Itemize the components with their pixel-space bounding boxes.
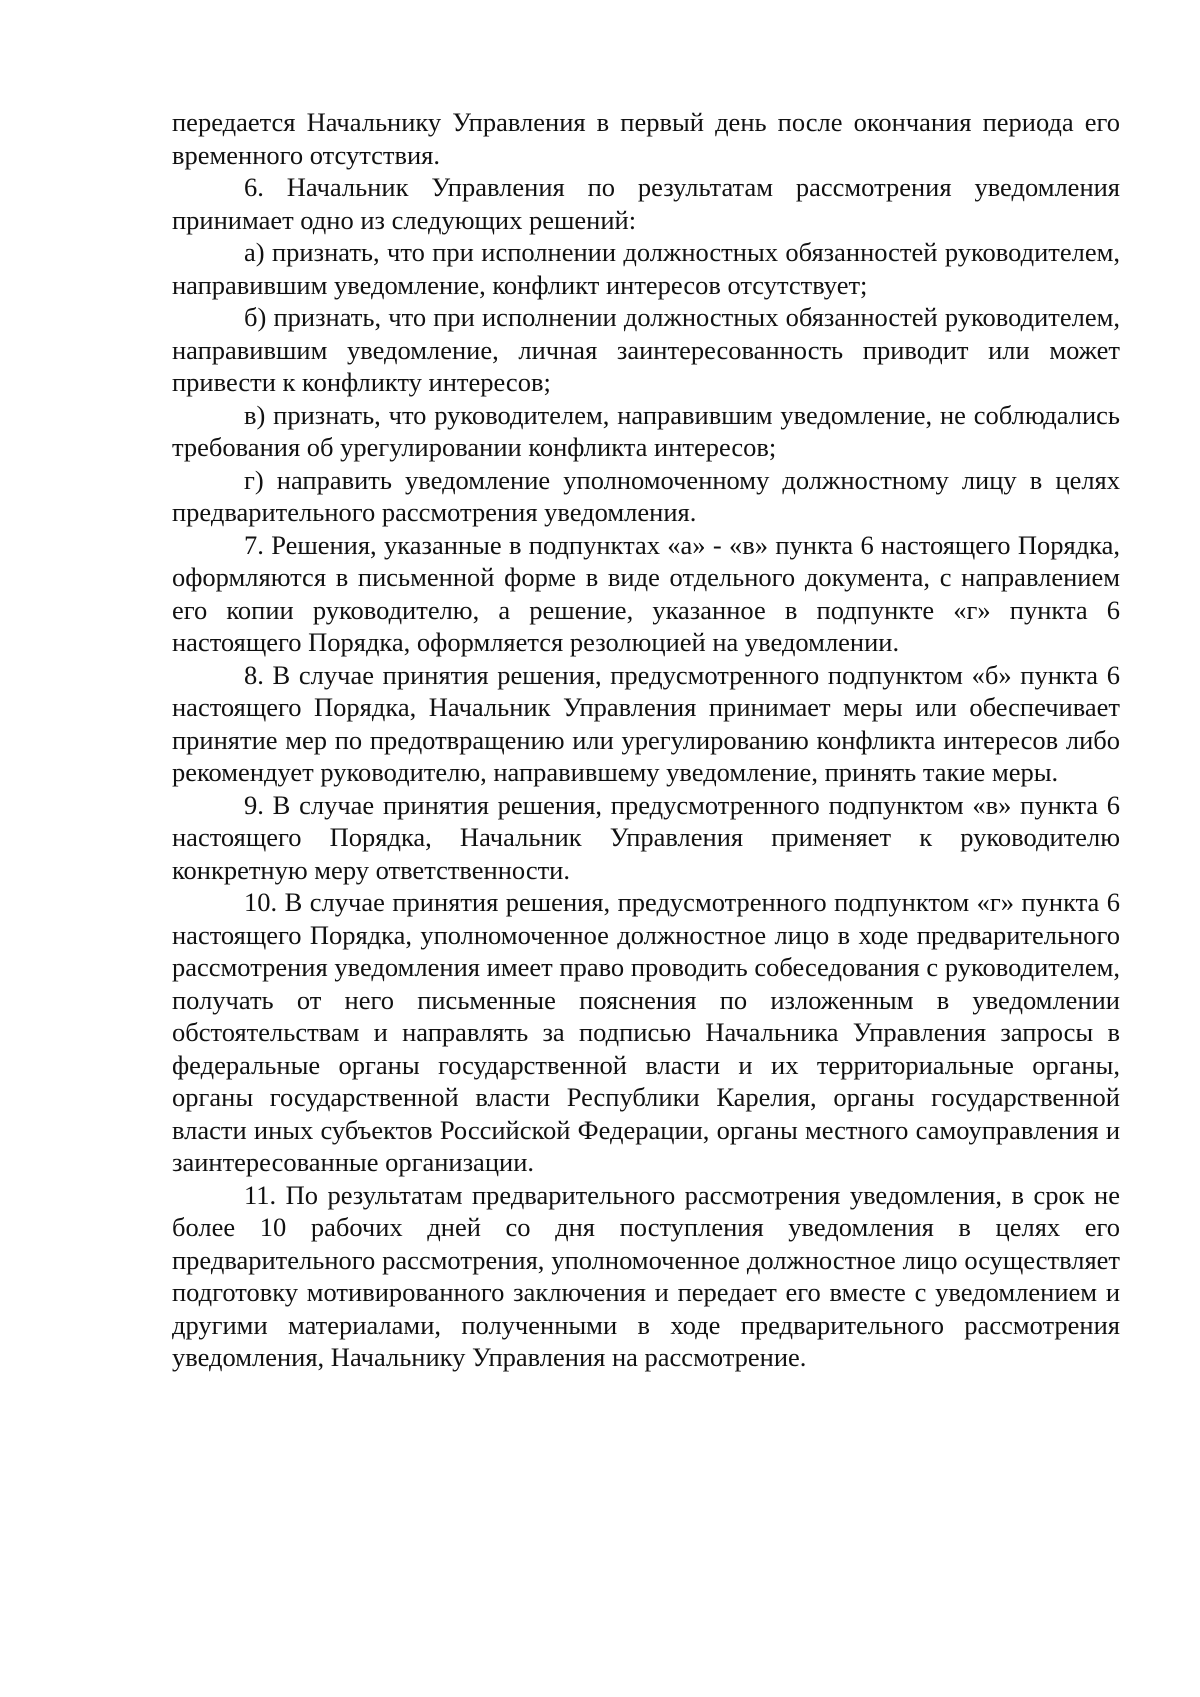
paragraph-6b: б) признать, что при исполнении должностных обязанностей руководителем, направившим уведомление, личная заинтересованность приводит или может привести к конфликту интересов; — [172, 302, 1120, 397]
paragraph-11: 11. По результатам предварительного рассмотрения уведомления, в срок не более 10 рабочих дней со дня поступления уведомления в целях его предварительного рассмотрения, уполномоченное должностное лицо осуществляет подготовку мотивированного заключения и передает его вместе с уведомлением и другими материалами, полученными в ходе предварительного рассмотрения уведомления, Начальнику Управления на рассмотрение. — [172, 1179, 1120, 1372]
paragraph-6: 6. Начальник Управления по результатам рассмотрения уведомления принимает одно из следующих решений: — [172, 172, 1120, 235]
paragraph-6g: г) направить уведомление уполномоченному должностному лицу в целях предварительного рассмотрения уведомления. — [172, 464, 1120, 527]
paragraph-6v: в) признать, что руководителем, направившим уведомление, не соблюдались требования об урегулировании конфликта интересов; — [172, 399, 1120, 462]
paragraph-9: 9. В случае принятия решения, предусмотренного подпунктом «в» пункта 6 настоящего Порядка, Начальник Управления применяет к руководителю конкретную меру ответственности. — [172, 789, 1120, 885]
paragraph-continuation: передается Начальнику Управления в первый день после окончания периода его временного отсутствия. — [172, 107, 1120, 170]
paragraph-7: 7. Решения, указанные в подпунктах «а» - «в» пункта 6 настоящего Порядка, оформляются в письменной форме в виде отдельного документа, с направлением его копии руководителю, а решение, указанное в подпункте «г» пункта 6 настоящего Порядка, оформляется резолюцией на уведомлении. — [172, 529, 1120, 657]
paragraph-8: 8. В случае принятия решения, предусмотренного подпунктом «б» пункта 6 настоящего Порядка, Начальник Управления принимает меры или обеспечивает принятие мер по предотвращению или урегулированию конфликта интересов либо рекомендует руководителю, направившему уведомление, принять такие меры. — [172, 659, 1120, 787]
document-page — [172, 106, 1120, 1374]
paragraph-10: 10. В случае принятия решения, предусмотренного подпунктом «г» пункта 6 настоящего Порядка, уполномоченное должностное лицо в ходе предварительного рассмотрения уведомления имеет право проводить собеседования с руководителем, получать от него письменные пояснения по изложенным в уведомлении обстоятельствам и направлять за подписью Начальника Управления запросы в федеральные органы государственной власти и их территориальные органы, органы государственной власти Республики Карелия, органы государственной власти иных субъектов Российской Федерации, органы местного самоуправления и заинтересованные организации. — [172, 887, 1120, 1177]
paragraph-6a: а) признать, что при исполнении должностных обязанностей руководителем, направившим уведомление, конфликт интересов отсутствует; — [172, 237, 1120, 300]
